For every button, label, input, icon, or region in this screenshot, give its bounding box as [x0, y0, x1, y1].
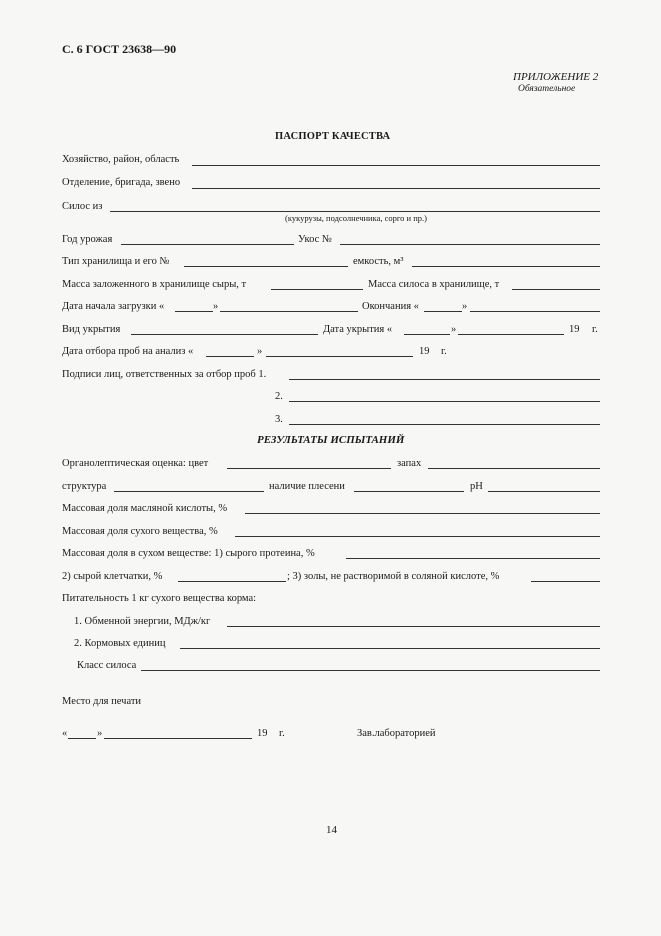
feed-units-field[interactable]	[180, 648, 600, 649]
capacity-label: емкость, м³	[353, 256, 404, 267]
ukos-field[interactable]	[340, 244, 600, 245]
butyric-label: Массовая доля масляной кислоты, %	[62, 503, 228, 514]
lab-head-label: Зав.лабораторией	[357, 728, 436, 739]
signatures-label: Подписи лиц, ответственных за отбор проб 1.	[62, 369, 267, 380]
ph-label: pH	[470, 481, 483, 492]
sampling-date-quote: »	[257, 346, 263, 357]
dry-matter-field[interactable]	[235, 536, 600, 537]
signature-2-label: 2.	[275, 391, 283, 402]
footer-date-close-quote: »	[97, 728, 103, 739]
cover-date-quote: »	[451, 324, 457, 335]
harvest-year-label: Год урожая	[62, 234, 113, 245]
sampling-date-label: Дата отбора проб на анализ «	[62, 346, 194, 357]
load-start-day-field[interactable]	[175, 311, 213, 312]
cover-year-prefix: 19	[569, 324, 580, 335]
feed-units-label: 2. Кормовых единиц	[74, 638, 166, 649]
nutrition-label: Питательность 1 кг сухого вещества корма:	[62, 593, 257, 604]
footer-year-prefix: 19	[257, 728, 268, 739]
butyric-field[interactable]	[245, 513, 600, 514]
fiber-field[interactable]	[178, 581, 286, 582]
structure-label: структура	[62, 481, 107, 492]
fiber-label: 2) сырой клетчатки, %	[62, 571, 163, 582]
footer-month-field[interactable]	[104, 738, 252, 739]
ukos-label: Укос №	[298, 234, 332, 245]
raw-mass-label: Масса заложенного в хранилище сыры, т	[62, 279, 247, 290]
storage-type-field[interactable]	[184, 266, 348, 267]
dry-matter-label: Массовая доля сухого вещества, %	[62, 526, 218, 537]
smell-field[interactable]	[428, 468, 600, 469]
smell-label: запах	[397, 458, 422, 469]
cover-date-month-field[interactable]	[458, 334, 564, 335]
harvest-year-field[interactable]	[121, 244, 294, 245]
ash-field[interactable]	[531, 581, 600, 582]
stamp-place: Место для печати	[62, 696, 142, 707]
footer-date-open-quote: «	[62, 728, 68, 739]
department-label: Отделение, бригада, звено	[62, 177, 181, 188]
organoleptic-label: Органолептическая оценка: цвет	[62, 458, 209, 469]
in-dry-label: Массовая доля в сухом веществе: 1) сырого протеина, %	[62, 548, 315, 559]
cover-date-label: Дата укрытия «	[323, 324, 393, 335]
structure-field[interactable]	[114, 491, 264, 492]
footer-day-field[interactable]	[68, 738, 96, 739]
sampling-year-prefix: 19	[419, 346, 430, 357]
energy-field[interactable]	[227, 626, 600, 627]
sampling-day-field[interactable]	[206, 356, 254, 357]
protein-field[interactable]	[346, 558, 600, 559]
load-end-month-field[interactable]	[470, 311, 600, 312]
storage-type-label: Тип хранилища и его №	[62, 256, 170, 267]
load-start-label: Дата начала загрузки «	[62, 301, 165, 312]
silage-from-label: Силос из	[62, 201, 103, 212]
signature-3-label: 3.	[275, 414, 283, 425]
sampling-year-suffix: г.	[441, 346, 447, 357]
signature-2-field[interactable]	[289, 401, 600, 402]
silage-class-field[interactable]	[141, 670, 600, 671]
load-end-quote: »	[462, 301, 468, 312]
capacity-field[interactable]	[412, 266, 600, 267]
appendix-title: ПРИЛОЖЕНИЕ 2	[513, 71, 599, 83]
signature-3-field[interactable]	[289, 424, 600, 425]
ash-label: ; 3) золы, не растворимой в соляной кислоте, %	[287, 571, 500, 582]
cover-type-field[interactable]	[131, 334, 318, 335]
silage-mass-field[interactable]	[512, 289, 600, 290]
mold-field[interactable]	[354, 491, 464, 492]
page-number: 14	[326, 824, 337, 836]
load-start-quote: »	[213, 301, 219, 312]
color-field[interactable]	[227, 468, 391, 469]
load-start-month-field[interactable]	[220, 311, 358, 312]
cover-type-label: Вид укрытия	[62, 324, 121, 335]
load-end-day-field[interactable]	[424, 311, 462, 312]
signature-1-field[interactable]	[289, 379, 600, 380]
appendix-subtitle: Обязательное	[518, 84, 576, 94]
farm-field[interactable]	[192, 165, 600, 166]
sampling-month-field[interactable]	[266, 356, 413, 357]
mold-label: наличие плесени	[269, 481, 345, 492]
energy-label: 1. Обменной энергии, МДж/кг	[74, 616, 211, 627]
silage-class-label: Класс силоса	[77, 660, 137, 671]
silage-hint: (кукурузы, подсолнечника, сорго и пр.)	[285, 213, 427, 223]
load-end-label: Окончания «	[362, 301, 419, 312]
farm-label: Хозяйство, район, область	[62, 154, 180, 165]
document-code: С. 6 ГОСТ 23638—90	[62, 42, 177, 56]
passport-title: ПАСПОРТ КАЧЕСТВА	[275, 131, 391, 142]
footer-year-suffix: г.	[279, 728, 285, 739]
cover-date-day-field[interactable]	[404, 334, 450, 335]
cover-year-suffix: г.	[592, 324, 598, 335]
department-field[interactable]	[192, 188, 600, 189]
ph-field[interactable]	[488, 491, 600, 492]
silage-from-field[interactable]	[110, 211, 600, 212]
raw-mass-field[interactable]	[271, 289, 363, 290]
results-title: РЕЗУЛЬТАТЫ ИСПЫТАНИЙ	[257, 434, 405, 446]
silage-mass-label: Масса силоса в хранилище, т	[368, 279, 500, 290]
